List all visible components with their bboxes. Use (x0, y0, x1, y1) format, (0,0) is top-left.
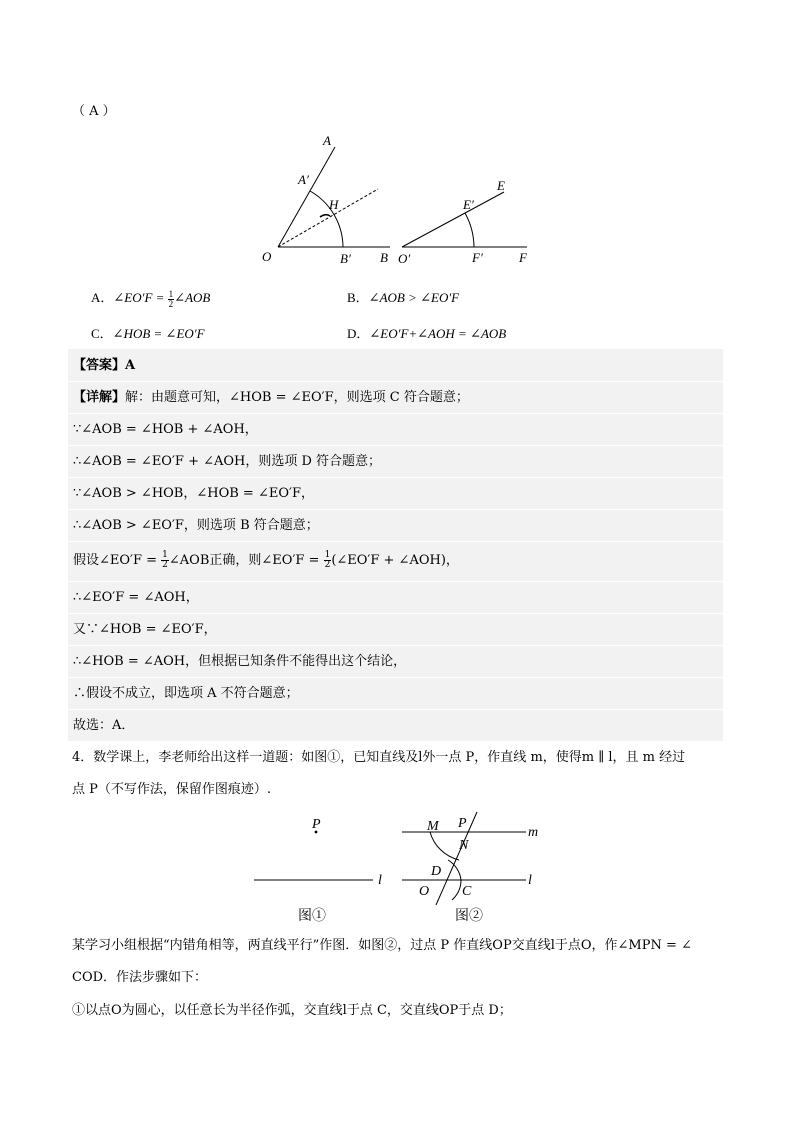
parallel-line-figure (245, 808, 555, 928)
detail-line-2: ∵∠AOB = ∠HOB + ∠AOH， (73, 422, 258, 437)
detail-line-4: ∵∠AOB > ∠HOB，∠HOB = ∠EO′F， (73, 486, 314, 501)
fig2-label-d: D (431, 864, 442, 879)
method-step-1: ①以点O为圆心，以任意长为半径作弧，交直线l于点 C，交直线OP于点 D； (72, 1003, 512, 1018)
detail-label: 【详解】 (73, 390, 126, 405)
option-a-text-post: ∠AOB (174, 290, 211, 305)
detail-line-7: ∴∠EO′F = ∠AOH， (73, 590, 199, 605)
fig2-label-n: N (459, 838, 469, 853)
option-c-text: ∠HOB = ∠EO′F (112, 326, 205, 341)
question-label: （ A ） (72, 104, 116, 119)
option-a-letter: A． (91, 290, 114, 305)
method-line-1: 某学习小组根据“内错角相等，两直线平行”作图．如图②，过点 P 作直线OP交直线l于点O，作∠MPN = ∠ (72, 938, 692, 953)
option-d[interactable] (347, 324, 506, 344)
option-b-letter: B． (347, 290, 369, 305)
option-c[interactable] (91, 324, 205, 344)
fig1-label-l: l (378, 873, 382, 888)
option-a-fraction: $\frac{1}{2}$ (168, 288, 174, 309)
detail-line-1: 【详解】解：由题意可知，∠HOB = ∠EO′F，则选项 C 符合题意； (73, 390, 469, 405)
method-line-2: COD．作法步骤如下： (72, 970, 208, 985)
label-h: H (329, 197, 339, 212)
label-e-prime: E′ (463, 197, 474, 212)
option-c-letter: C． (91, 326, 113, 341)
arc-ef (465, 213, 474, 247)
arc-cd-lower (452, 880, 461, 900)
detail-line-assume: 假设∠EO′F = $\frac{1}{2}$ ∠AOB正确，则∠EO′F = $\frac{1}{2}$ (∠EO′F + ∠AOH)， (73, 550, 459, 570)
detail-line-10: ∴假设不成立，即选项 A 不符合题意； (73, 686, 299, 701)
fig2-label-m-point: M (427, 819, 439, 834)
label-b-prime: B′ (340, 251, 351, 266)
detail-line-3: ∴∠AOB = ∠EO′F + ∠AOH，则选项 D 符合题意； (73, 454, 382, 469)
label-a-prime: A′ (298, 172, 309, 187)
fig2-label-m-line: m (528, 825, 539, 840)
detail-line-5: ∴∠AOB > ∠EO′F，则选项 B 符合题意； (73, 518, 319, 533)
fig2-caption: 图② (455, 909, 483, 924)
option-d-letter: D． (347, 326, 370, 341)
arc-mn (430, 832, 459, 860)
detail-line-11: 故选：A． (73, 718, 135, 733)
fig2-label-o: O (419, 884, 430, 899)
label-a: A (323, 133, 331, 148)
question-4-line-1: 4．数学课上，李老师给出这样一道题：如图①，已知直线及l外一点 P，作直线 m，使得m ∥ l，且 m 经过 (72, 750, 686, 765)
ray-oh-dashed (278, 189, 378, 247)
label-o: O (262, 249, 272, 264)
option-b-text: ∠AOB > ∠EO′F (368, 290, 460, 305)
answer-label: 【答案】A (73, 358, 136, 373)
fig2-label-p: P (458, 816, 467, 831)
fig2-label-c: C (462, 884, 472, 899)
detail-line-9: ∴∠HOB = ∠AOH，但根据已知条件不能得出这个结论， (73, 654, 407, 669)
label-o-prime: O′ (398, 251, 411, 266)
label-e: E (497, 178, 505, 193)
question-4-line-2: 点 P（不写作法，保留作图痕迹）. (72, 782, 272, 797)
angle-figure (255, 128, 545, 268)
label-b: B (380, 250, 388, 265)
option-b[interactable] (347, 288, 459, 308)
arc-mark (320, 215, 330, 217)
ray-oa (278, 147, 335, 247)
detail-line-8: 又∵∠HOB = ∠EO′F， (73, 622, 217, 637)
option-a-text-pre: ∠EO′F = (113, 290, 168, 305)
fig1-caption: 图① (298, 909, 326, 924)
fig2-label-l: l (528, 873, 532, 888)
option-d-text: ∠EO′F+∠AOH = ∠AOB (369, 326, 507, 341)
label-f: F (519, 250, 527, 265)
fig1-label-p: P (312, 817, 321, 832)
ray-oe (402, 192, 504, 247)
label-f-prime: F′ (472, 250, 483, 265)
option-a[interactable] (91, 288, 210, 309)
